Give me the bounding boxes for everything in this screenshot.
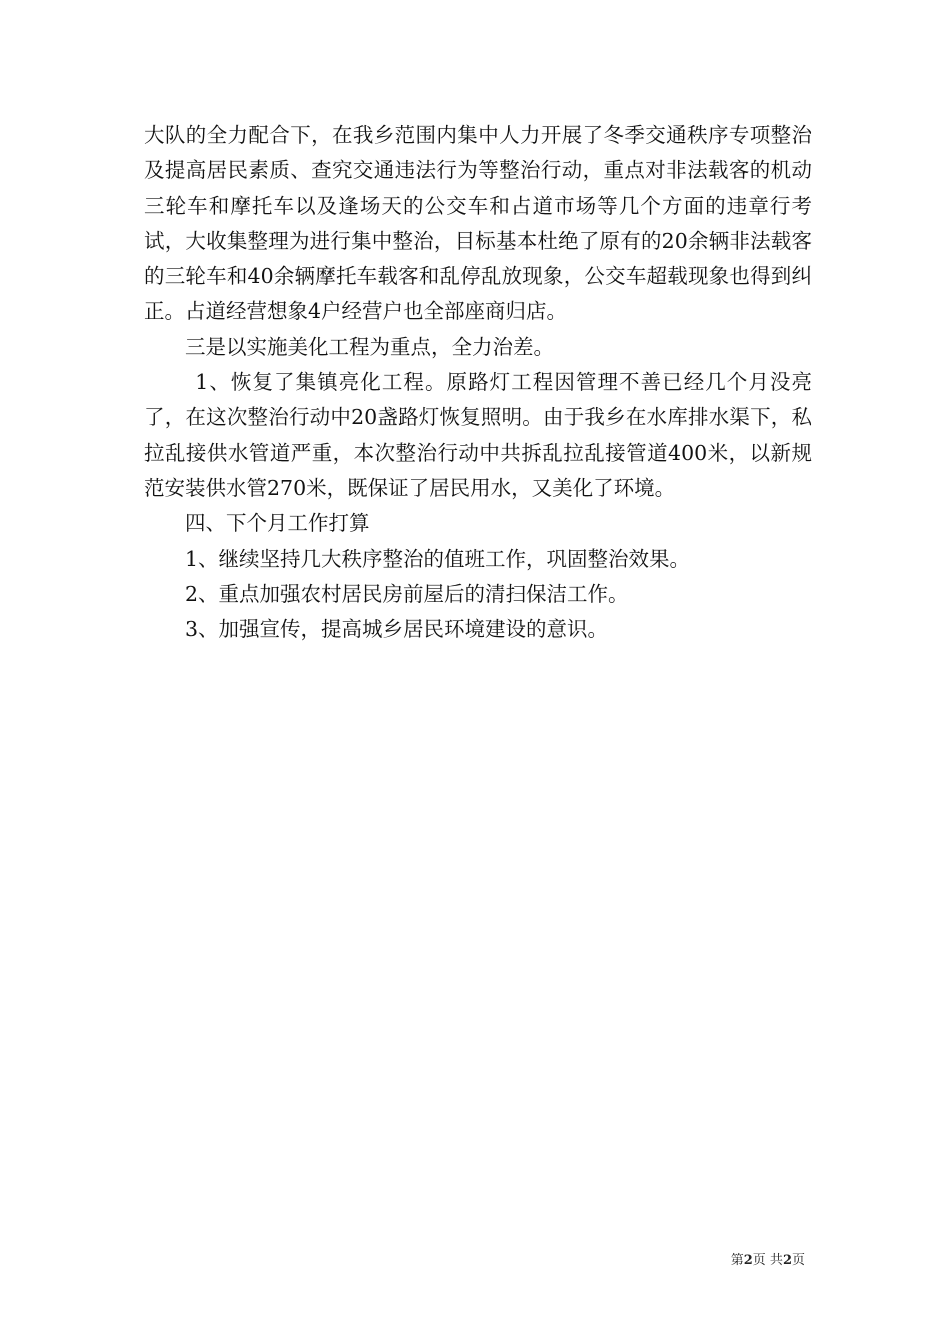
section-heading-next-month-plan: 四、下个月工作打算 [185, 511, 370, 536]
footer-prefix: 第 [730, 1253, 744, 1268]
plan-item-3: 3、加强宣传，提高城乡居民环境建设的意识。 [185, 617, 609, 642]
document-body [144, 118, 812, 647]
footer-total-pages: 2 [782, 1253, 792, 1268]
footer-current-page: 2 [743, 1253, 753, 1268]
page-number-footer [731, 1249, 805, 1268]
paragraph-traffic-order: 大队的全力配合下，在我乡范围内集中人力开展了冬季交通秩序专项整治及提高居民素质、查究交通违法行为等整治行动，重点对非法载客的机动三轮车和摩托车以及逢场天的公交车和占道市场等几个方面的违章行考试，大收集整理为进行集中整治，目标基本杜绝了原有的20余辆非法载客的三轮车和40余辆摩托车载客和乱停乱放现象，公交车超载现象也得到纠正。占道经营想象4户经营户也全部座商归店。 [144, 123, 812, 324]
footer-mid: 页 共 [752, 1253, 783, 1268]
plan-item-1: 1、继续坚持几大秩序整治的值班工作，巩固整治效果。 [185, 546, 691, 571]
paragraph-beautification-heading: 三是以实施美化工程为重点，全力治差。 [185, 334, 554, 359]
footer-suffix: 页 [791, 1253, 805, 1268]
plan-item-2: 2、重点加强农村居民房前屋后的清扫保洁工作。 [185, 581, 629, 606]
paragraph-street-lighting: 1、恢复了集镇亮化工程。原路灯工程因管理不善已经几个月没亮了，在这次整治行动中20盏路灯恢复照明。由于我乡在水库排水渠下，私拉乱接供水管道严重，本次整治行动中共拆乱拉乱接管道400米，以新规范安装供水管270米，既保证了居民用水，又美化了环境。 [144, 370, 812, 500]
